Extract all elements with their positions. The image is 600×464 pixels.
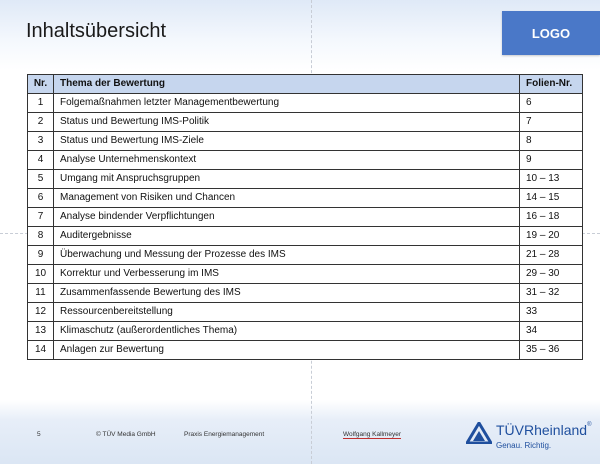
tuv-rheinland-logo [466, 422, 596, 458]
cell-nr: 1 [28, 94, 54, 113]
table-row [28, 284, 583, 303]
brand-registered-mark: ® [587, 422, 592, 428]
cell-slides: 14 – 15 [520, 189, 583, 208]
cell-slides: 7 [520, 113, 583, 132]
tuv-triangle-icon [466, 422, 492, 444]
footer-copyright: © TÜV Media GmbH [96, 431, 156, 438]
cell-topic: Auditergebnisse [54, 227, 520, 246]
cell-topic: Status und Bewertung IMS-Politik [54, 113, 520, 132]
footer-author [343, 431, 401, 438]
table-row [28, 265, 583, 284]
agenda-table [27, 74, 583, 360]
footer-publication: Praxis Energiemanagement [184, 431, 265, 438]
cell-slides: 9 [520, 151, 583, 170]
cell-nr: 3 [28, 132, 54, 151]
header-slides: Folien-Nr. [520, 75, 583, 94]
table-row [28, 208, 583, 227]
cell-nr: 5 [28, 170, 54, 189]
cell-nr: 7 [28, 208, 54, 227]
cell-topic: Analyse Unternehmenskontext [54, 151, 520, 170]
cell-topic: Korrektur und Verbesserung im IMS [54, 265, 520, 284]
table-row [28, 322, 583, 341]
cell-topic: Folgemaßnahmen letzter Managementbewertung [54, 94, 520, 113]
logo-placeholder: LOGO [502, 11, 600, 55]
cell-nr: 8 [28, 227, 54, 246]
table-row [28, 113, 583, 132]
table-row [28, 94, 583, 113]
cell-nr: 6 [28, 189, 54, 208]
cell-topic: Anlagen zur Bewertung [54, 341, 520, 360]
footer-author-name: Wolfgang Kallmeyer [343, 431, 402, 438]
table-row [28, 303, 583, 322]
cell-nr: 10 [28, 265, 54, 284]
cell-slides: 29 – 30 [520, 265, 583, 284]
cell-topic: Zusammenfassende Bewertung des IMS [54, 284, 520, 303]
table-header-row [28, 75, 583, 94]
cell-nr: 9 [28, 246, 54, 265]
cell-topic: Status und Bewertung IMS-Ziele [54, 132, 520, 151]
cell-topic: Management von Risiken und Chancen [54, 189, 520, 208]
cell-slides: 35 – 36 [520, 341, 583, 360]
cell-slides: 8 [520, 132, 583, 151]
table-row [28, 189, 583, 208]
cell-nr: 4 [28, 151, 54, 170]
table-row [28, 227, 583, 246]
cell-topic: Analyse bindender Verpflichtungen [54, 208, 520, 227]
header-topic: Thema der Bewertung [54, 75, 520, 94]
footer-page-number: 5 [37, 431, 41, 438]
table-row [28, 341, 583, 360]
table-body [28, 94, 583, 360]
cell-nr: 13 [28, 322, 54, 341]
cell-topic: Ressourcenbereitstellung [54, 303, 520, 322]
cell-nr: 14 [28, 341, 54, 360]
header-nr: Nr. [28, 75, 54, 94]
cell-slides: 6 [520, 94, 583, 113]
cell-topic: Überwachung und Messung der Prozesse des IMS [54, 246, 520, 265]
brand-slogan: Genau. Richtig. [496, 441, 552, 450]
cell-slides: 33 [520, 303, 583, 322]
cell-slides: 21 – 28 [520, 246, 583, 265]
cell-nr: 2 [28, 113, 54, 132]
table-row [28, 151, 583, 170]
table-row [28, 246, 583, 265]
brand-wordmark [496, 422, 591, 438]
cell-topic: Klimaschutz (außerordentliches Thema) [54, 322, 520, 341]
cell-topic: Umgang mit Anspruchsgruppen [54, 170, 520, 189]
table-row [28, 170, 583, 189]
slide-title: Inhaltsübersicht [26, 20, 167, 42]
cell-nr: 12 [28, 303, 54, 322]
cell-slides: 31 – 32 [520, 284, 583, 303]
cell-slides: 34 [520, 322, 583, 341]
cell-slides: 19 – 20 [520, 227, 583, 246]
cell-slides: 16 – 18 [520, 208, 583, 227]
cell-nr: 11 [28, 284, 54, 303]
table-row [28, 132, 583, 151]
brand-name: TÜVRheinland [496, 422, 588, 438]
cell-slides: 10 – 13 [520, 170, 583, 189]
